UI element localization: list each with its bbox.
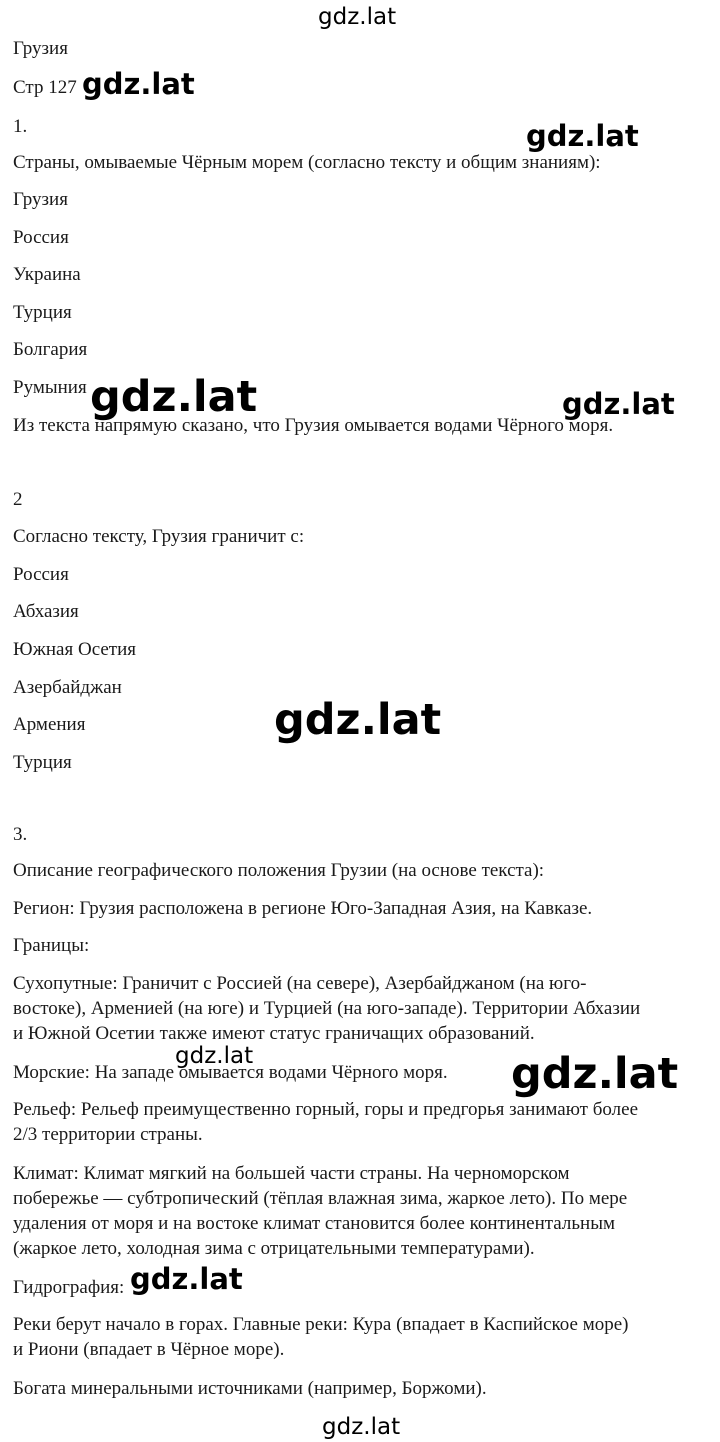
climate-paragraph: Климат: Климат мягкий на большей части страны. На черноморском побережье — субтропический (тёплая влажная зима, жаркое лето). По мере удаления от моря и на востоке климат становится более континентальным (жаркое лето, холодная зима с отрицательными температурами).: [13, 1163, 628, 1259]
springs-paragraph: Богата минеральными источниками (например, Боржоми).: [13, 1378, 487, 1399]
question-2-intro: Согласно тексту, Грузия граничит с:: [13, 526, 305, 547]
list-item: Армения: [13, 714, 86, 735]
list-item: Украина: [13, 264, 81, 285]
rivers-paragraph: Реки берут начало в горах. Главные реки: Кура (впадает в Каспийское море) и Риони (впадает в Чёрное море).: [13, 1314, 629, 1360]
list-item: Грузия: [13, 189, 68, 210]
sea-borders-paragraph: Морские: На западе омывается водами Чёрного моря.: [13, 1062, 448, 1083]
list-item: Южная Осетия: [13, 639, 137, 660]
list-item: Болгария: [13, 339, 88, 360]
list-item: Абхазия: [13, 601, 79, 622]
watermark: gdz.lat: [90, 372, 258, 422]
list-item: Россия: [13, 564, 69, 585]
region-paragraph: Регион: Грузия расположена в регионе Юго-Западная Азия, на Кавказе.: [13, 898, 593, 919]
watermark: gdz.lat: [511, 1049, 679, 1099]
watermark: gdz.lat: [274, 695, 442, 745]
question-3-intro: Описание географического положения Грузии (на основе текста):: [13, 860, 545, 881]
relief-paragraph: Рельеф: Рельеф преимущественно горный, горы и предгорья занимают более 2/3 территории страны.: [13, 1099, 638, 1145]
hydrography-heading: Гидрография:: [13, 1277, 125, 1298]
watermark: gdz.lat: [562, 387, 675, 421]
question-3-number: 3.: [13, 824, 28, 845]
page-reference: Стр 127: [13, 77, 77, 98]
question-2-number: 2: [13, 489, 23, 510]
list-item: Азербайджан: [13, 677, 122, 698]
question-1-number: 1.: [13, 116, 28, 137]
question-1-intro: Страны, омываемые Чёрным морем (согласно тексту и общим знаниям):: [13, 152, 601, 173]
document-title: Грузия: [13, 38, 68, 59]
watermark: gdz.lat: [175, 1043, 254, 1069]
watermark: gdz.lat: [322, 1414, 401, 1440]
borders-heading: Границы:: [13, 935, 90, 956]
land-borders-paragraph: Сухопутные: Граничит с Россией (на севере), Азербайджаном (на юго- востоке), Арменией (на юге) и Турцией (на юго-западе). Территории Абхазии и Южной Осетии также имеют статус граничащих образований.: [13, 973, 641, 1044]
watermark: gdz.lat: [82, 67, 195, 101]
watermark: gdz.lat: [526, 119, 639, 153]
list-item: Румыния: [13, 377, 87, 398]
list-item: Турция: [13, 302, 72, 323]
watermark: gdz.lat: [318, 4, 397, 30]
list-item: Турция: [13, 752, 72, 773]
question-1-note: Из текста напрямую сказано, что Грузия омывается водами Чёрного моря.: [13, 415, 614, 436]
watermark: gdz.lat: [130, 1262, 243, 1296]
list-item: Россия: [13, 227, 69, 248]
